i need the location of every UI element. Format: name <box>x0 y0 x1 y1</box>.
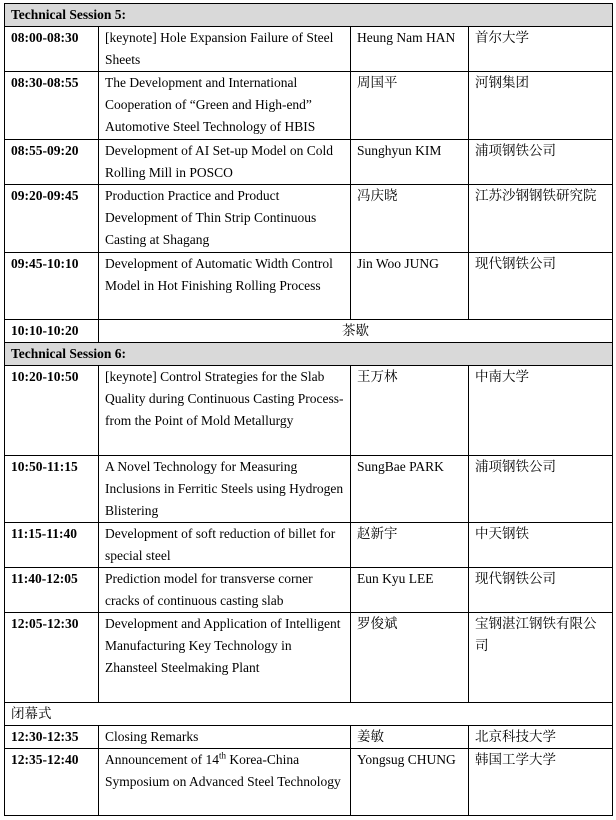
affiliation-cell: 首尔大学 <box>469 27 613 72</box>
session-header: Technical Session 5: <box>5 4 613 27</box>
time-cell: 08:30-08:55 <box>5 72 99 140</box>
table-row <box>5 320 613 343</box>
break-label: 茶歇 <box>99 320 613 343</box>
table-row <box>5 749 613 816</box>
affiliation-cell: 河钢集团 <box>469 72 613 140</box>
title-text: Korea-China Symposium on Advanced Steel Technology <box>105 752 341 789</box>
affiliation-cell: 现代钢铁公司 <box>469 568 613 613</box>
title-cell: Closing Remarks <box>99 726 351 749</box>
time-cell: 10:50-11:15 <box>5 456 99 523</box>
session-header-row <box>5 343 613 366</box>
session-header-row <box>5 703 613 726</box>
affiliation-cell: 浦项钢铁公司 <box>469 456 613 523</box>
speaker-cell: Jin Woo JUNG <box>351 253 469 320</box>
time-cell: 12:05-12:30 <box>5 613 99 703</box>
table-row <box>5 72 613 140</box>
schedule-body <box>5 4 613 816</box>
title-cell: [keynote] Control Strategies for the Slab Quality during Continuous Casting Process-from the Point of Mold Metallurgy <box>99 366 351 456</box>
speaker-cell: SungBae PARK <box>351 456 469 523</box>
time-cell: 09:45-10:10 <box>5 253 99 320</box>
affiliation-cell: 中天钢铁 <box>469 523 613 568</box>
time-cell: 12:35-12:40 <box>5 749 99 816</box>
affiliation-cell: 北京科技大学 <box>469 726 613 749</box>
time-cell: 11:40-12:05 <box>5 568 99 613</box>
time-cell: 12:30-12:35 <box>5 726 99 749</box>
table-row <box>5 568 613 613</box>
speaker-cell: Heung Nam HAN <box>351 27 469 72</box>
table-row <box>5 366 613 456</box>
table-row <box>5 456 613 523</box>
title-cell: Development of Automatic Width Control Model in Hot Finishing Rolling Process <box>99 253 351 320</box>
schedule-table <box>4 3 613 816</box>
title-cell: Production Practice and Product Development of Thin Strip Continuous Casting at Shagang <box>99 185 351 253</box>
title-cell <box>99 749 351 816</box>
time-cell: 10:10-10:20 <box>5 320 99 343</box>
table-row <box>5 185 613 253</box>
affiliation-cell: 浦项钢铁公司 <box>469 140 613 185</box>
title-cell: Prediction model for transverse corner cracks of continuous casting slab <box>99 568 351 613</box>
table-row <box>5 140 613 185</box>
time-cell: 08:55-09:20 <box>5 140 99 185</box>
time-cell: 11:15-11:40 <box>5 523 99 568</box>
speaker-cell: Sunghyun KIM <box>351 140 469 185</box>
table-row <box>5 523 613 568</box>
speaker-cell: 周国平 <box>351 72 469 140</box>
title-superscript: th <box>218 750 226 761</box>
speaker-cell: Eun Kyu LEE <box>351 568 469 613</box>
session-header: 闭幕式 <box>5 703 613 726</box>
affiliation-cell: 中南大学 <box>469 366 613 456</box>
table-row <box>5 613 613 703</box>
table-row <box>5 726 613 749</box>
speaker-cell: 冯庆晓 <box>351 185 469 253</box>
title-text: Announcement of 14 <box>105 752 219 767</box>
title-cell: Development of AI Set-up Model on Cold Rolling Mill in POSCO <box>99 140 351 185</box>
affiliation-cell: 现代钢铁公司 <box>469 253 613 320</box>
affiliation-cell: 宝钢湛江钢铁有限公司 <box>469 613 613 703</box>
speaker-cell: Yongsug CHUNG <box>351 749 469 816</box>
title-cell: The Development and International Cooperation of “Green and High-end” Automotive Steel Technology of HBIS <box>99 72 351 140</box>
title-cell: Development of soft reduction of billet for special steel <box>99 523 351 568</box>
time-cell: 08:00-08:30 <box>5 27 99 72</box>
title-cell: [keynote] Hole Expansion Failure of Steel Sheets <box>99 27 351 72</box>
affiliation-cell: 韩国工学大学 <box>469 749 613 816</box>
time-cell: 10:20-10:50 <box>5 366 99 456</box>
time-cell: 09:20-09:45 <box>5 185 99 253</box>
affiliation-cell: 江苏沙钢钢铁研究院 <box>469 185 613 253</box>
title-cell: A Novel Technology for Measuring Inclusions in Ferritic Steels using Hydrogen Blistering <box>99 456 351 523</box>
table-row <box>5 253 613 320</box>
title-cell: Development and Application of Intelligent Manufacturing Key Technology in Zhansteel Steelmaking Plant <box>99 613 351 703</box>
speaker-cell: 王万林 <box>351 366 469 456</box>
speaker-cell: 赵新宇 <box>351 523 469 568</box>
speaker-cell: 姜敏 <box>351 726 469 749</box>
session-header-row <box>5 4 613 27</box>
session-header: Technical Session 6: <box>5 343 613 366</box>
speaker-cell: 罗俊斌 <box>351 613 469 703</box>
table-row <box>5 27 613 72</box>
